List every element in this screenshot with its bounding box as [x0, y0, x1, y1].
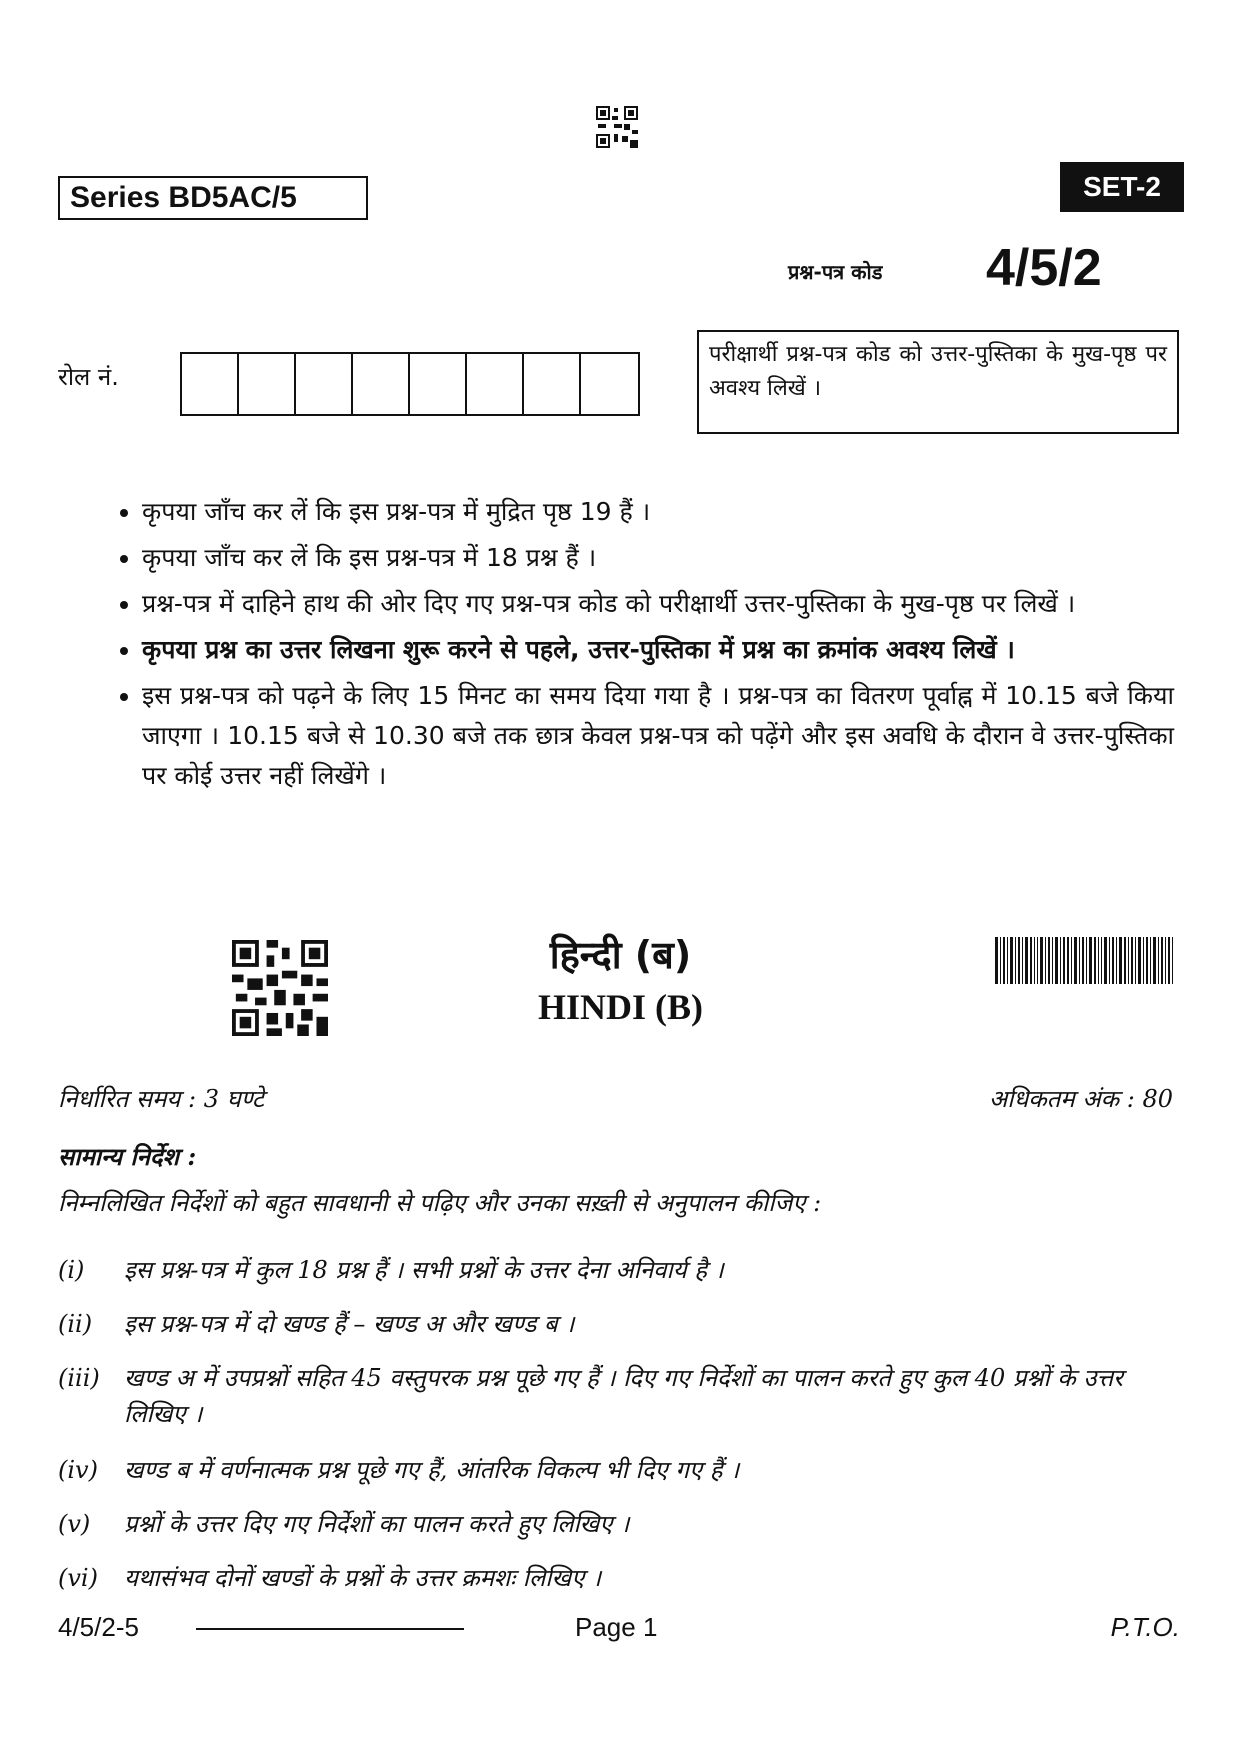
- roll-number-cell[interactable]: [182, 354, 239, 414]
- direction-item: [58, 1360, 1178, 1432]
- direction-text: प्रश्नों के उत्तर दिए गए निर्देशों का पालन करते हुए लिखिए ।: [124, 1510, 630, 1538]
- series-label: Series BD5AC/5: [58, 176, 368, 220]
- instruction-item: • इस प्रश्न-पत्र को पढ़ने के लिए 15 मिनट का समय दिया गया है । प्रश्न-पत्र का वितरण पूर्वाह्न में 10.15 बजे किया जाएगा । 10.15 बजे से 10.30 बजे तक छात्र केवल प्रश्न-पत्र को पढ़ेंगे और इस अवधि के दौरान वे उत्तर-पुस्तिका पर कोई उत्तर नहीं लिखेंगे ।: [142, 676, 1174, 796]
- direction-item: [58, 1252, 1178, 1288]
- direction-text: खण्ड ब में वर्णनात्मक प्रश्न पूछे गए हैं, आंतरिक विकल्प भी दिए गए हैं ।: [124, 1456, 740, 1484]
- direction-text: खण्ड अ में उपप्रश्नों सहित 45 वस्तुपरक प्रश्न पूछे गए हैं । दिए गए निर्देशों का पालन करते हुए कुल 40 प्रश्नों के उत्तर लिखिए ।: [124, 1364, 1123, 1428]
- footer-paper-code: 4/5/2-5: [58, 1612, 139, 1642]
- instruction-item: • कृपया जाँच कर लें कि इस प्रश्न-पत्र में 18 प्रश्न हैं ।: [142, 538, 1174, 578]
- direction-text: इस प्रश्न-पत्र में कुल 18 प्रश्न हैं । सभी प्रश्नों के उत्तर देना अनिवार्य है ।: [124, 1256, 724, 1284]
- paper-code: 4/5/2: [986, 239, 1102, 297]
- direction-item: [58, 1306, 1178, 1342]
- direction-item: [58, 1452, 1178, 1488]
- footer-divider: [196, 1628, 464, 1630]
- top-qr-code: [596, 106, 638, 148]
- direction-number: (vi): [58, 1564, 98, 1592]
- general-instructions-intro: निम्नलिखित निर्देशों को बहुत सावधानी से पढ़िए और उनका सख़्ती से अनुपालन कीजिए :: [58, 1189, 822, 1217]
- barcode: [995, 937, 1173, 984]
- max-marks: अधिकतम अंक : 80: [988, 1085, 1173, 1113]
- roll-number-cell[interactable]: [296, 354, 353, 414]
- direction-number: (iv): [58, 1456, 98, 1484]
- direction-text: इस प्रश्न-पत्र में दो खण्ड हैं – खण्ड अ और खण्ड ब ।: [124, 1310, 575, 1338]
- instruction-item: • कृपया जाँच कर लें कि इस प्रश्न-पत्र में मुद्रित पृष्ठ 19 हैं ।: [142, 492, 1174, 532]
- direction-number: (i): [58, 1256, 85, 1284]
- instruction-list: [100, 492, 1174, 802]
- subject-title-hindi: हिन्दी (ब): [549, 933, 692, 977]
- direction-item: [58, 1560, 1178, 1596]
- direction-item: [58, 1506, 1178, 1542]
- roll-number-boxes: [180, 352, 640, 416]
- direction-number: (v): [58, 1510, 91, 1538]
- general-instructions-title: सामान्य निर्देश :: [58, 1142, 197, 1171]
- subject-title-english: HINDI (B): [537, 987, 703, 1027]
- direction-number: (iii): [58, 1364, 100, 1392]
- roll-number-label: रोल नं.: [58, 363, 119, 391]
- set-badge: SET-2: [1060, 162, 1184, 212]
- paper-code-note: परीक्षार्थी प्रश्न-पत्र कोड को उत्तर-पुस्तिका के मुख-पृष्ठ पर अवश्य लिखें ।: [697, 330, 1179, 434]
- roll-number-cell[interactable]: [581, 354, 638, 414]
- direction-text: यथासंभव दोनों खण्डों के प्रश्नों के उत्तर क्रमशः लिखिए ।: [124, 1564, 602, 1592]
- roll-number-cell[interactable]: [410, 354, 467, 414]
- roll-number-cell[interactable]: [239, 354, 296, 414]
- page-number: Page 1: [575, 1612, 658, 1642]
- roll-number-cell[interactable]: [467, 354, 524, 414]
- instruction-item: • कृपया प्रश्न का उत्तर लिखना शुरू करने से पहले, उत्तर-पुस्तिका में प्रश्न का क्रमांक अवश्य लिखें ।: [142, 630, 1174, 670]
- please-turn-over: P.T.O.: [1110, 1612, 1180, 1642]
- paper-code-label: प्रश्न-पत्र कोड: [788, 260, 883, 284]
- direction-number: (ii): [58, 1310, 93, 1338]
- roll-number-cell[interactable]: [524, 354, 581, 414]
- roll-number-cell[interactable]: [353, 354, 410, 414]
- instruction-item: • प्रश्न-पत्र में दाहिने हाथ की ओर दिए गए प्रश्न-पत्र कोड को परीक्षार्थी उत्तर-पुस्तिका के मुख-पृष्ठ पर लिखें ।: [142, 584, 1174, 624]
- time-allowed: निर्धारित समय : 3 घण्टे: [58, 1085, 265, 1113]
